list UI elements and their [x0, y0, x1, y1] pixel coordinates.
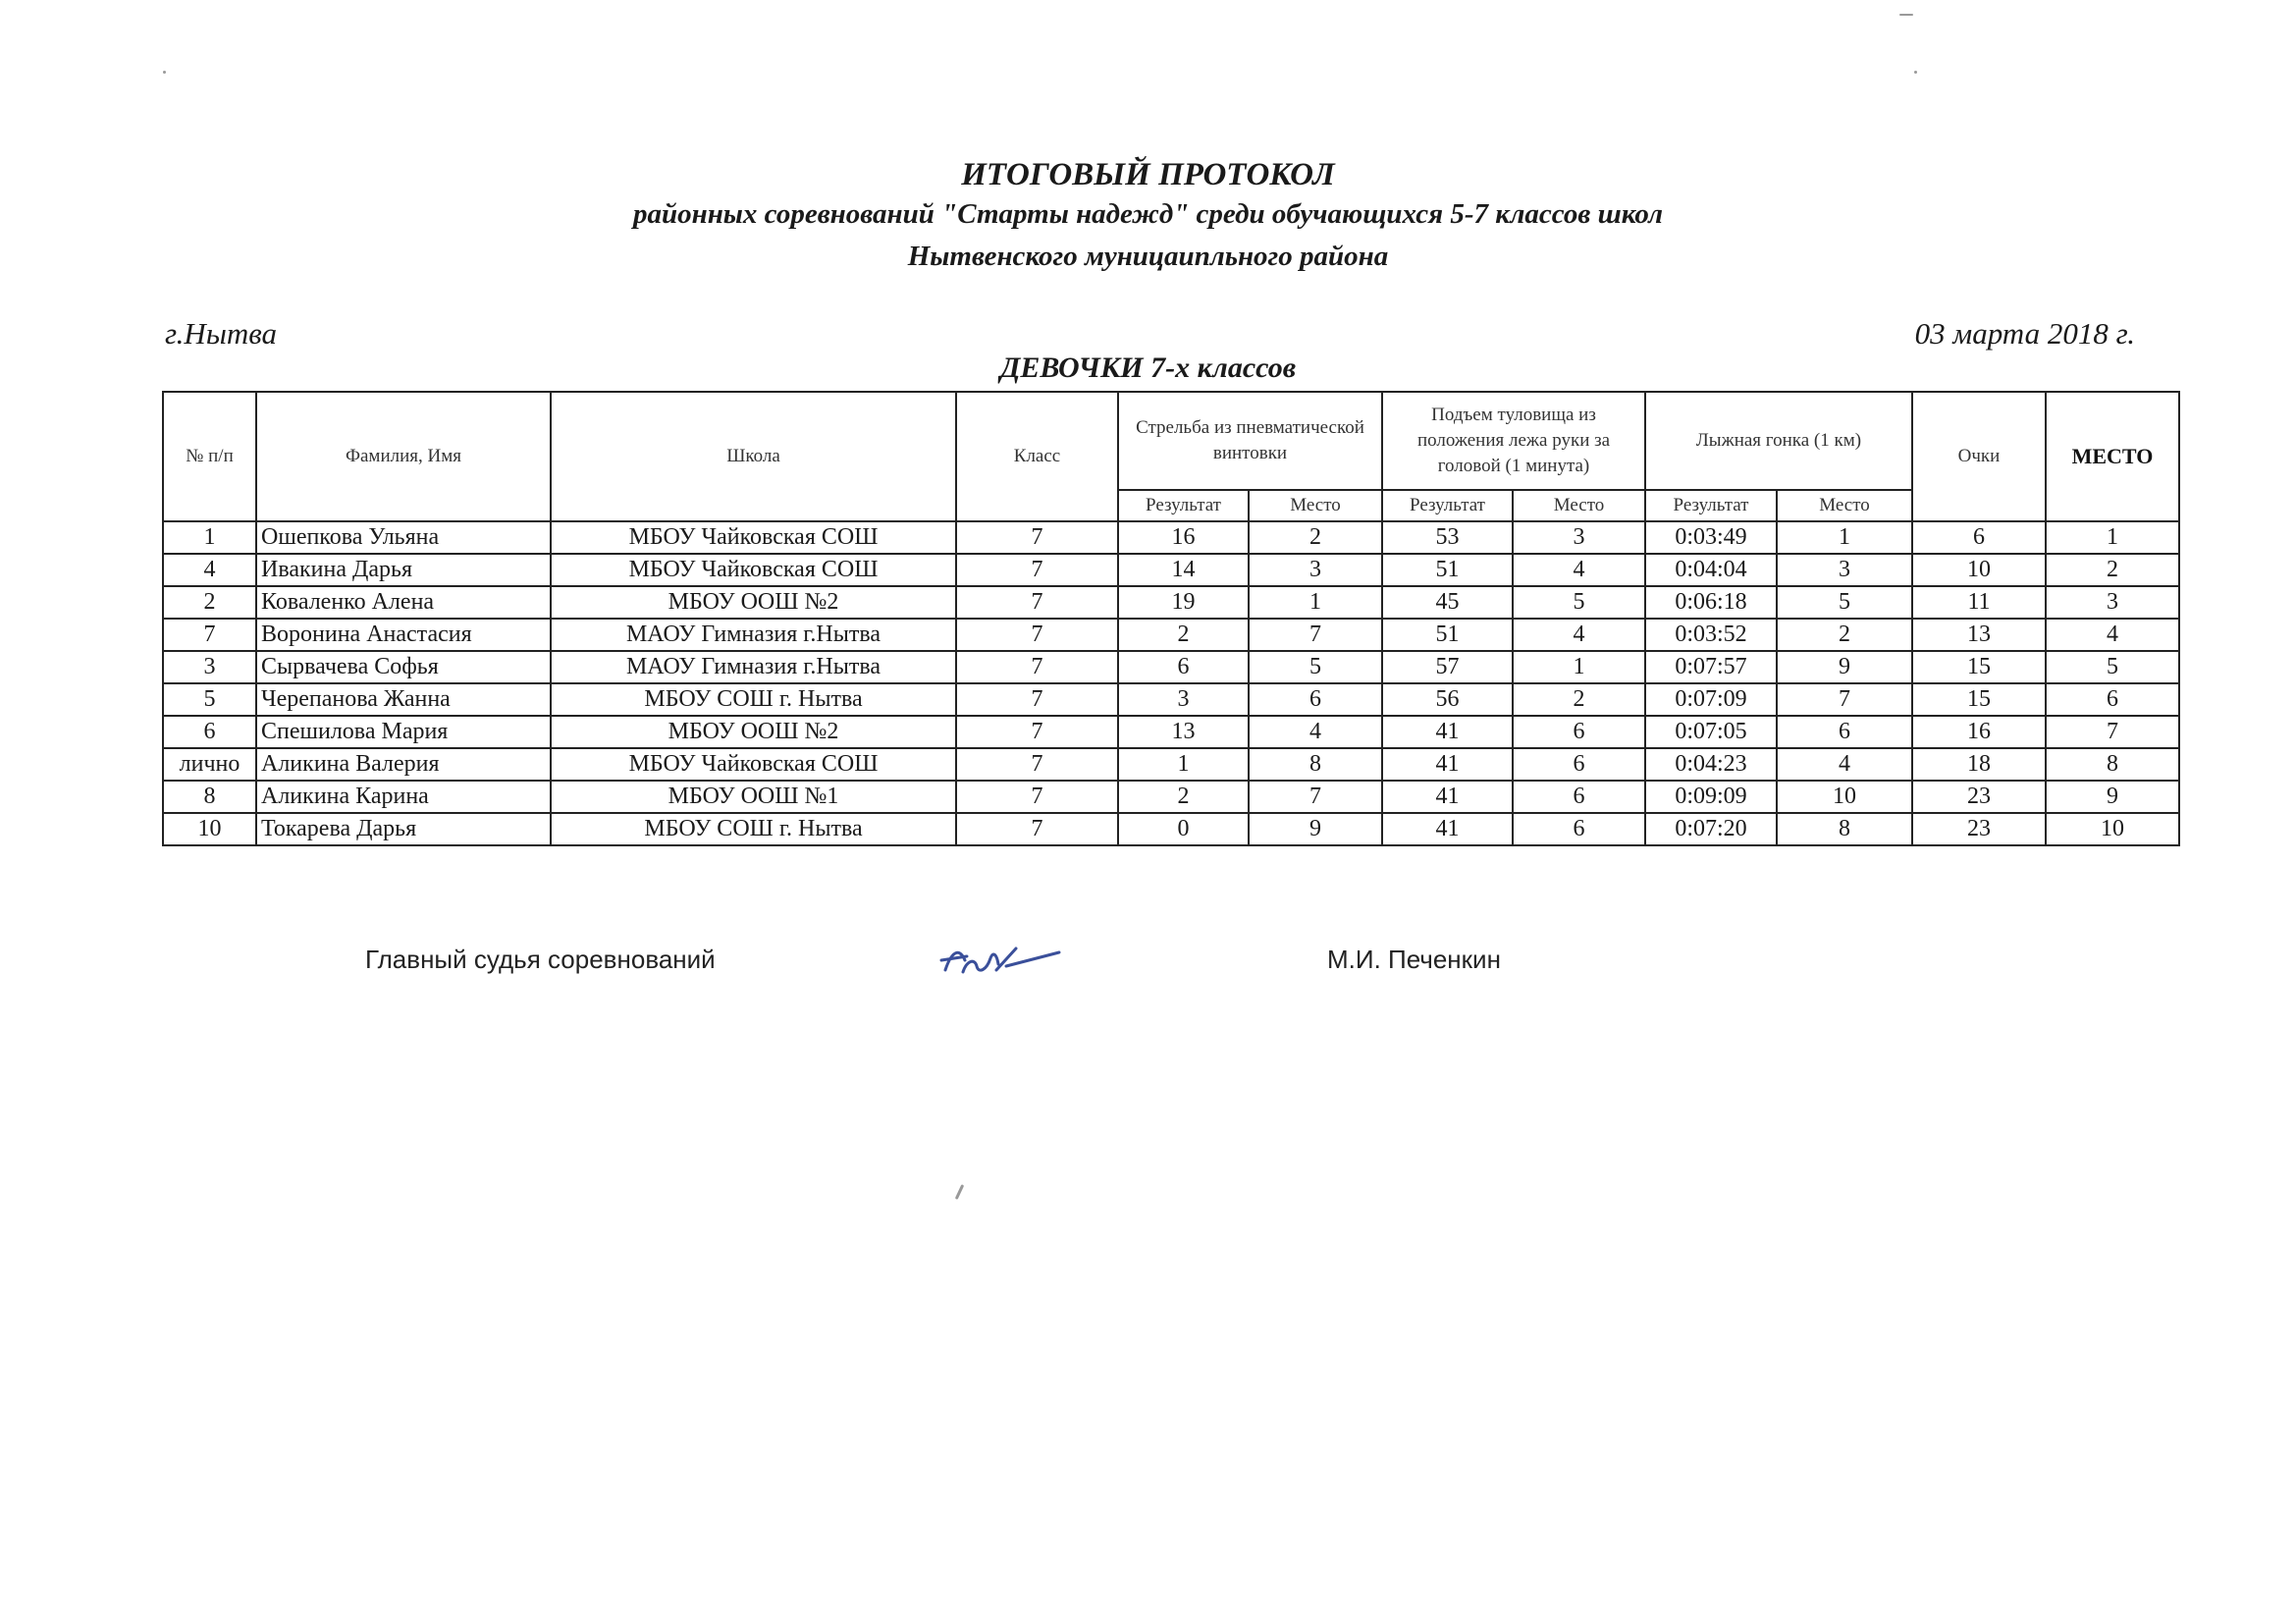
table-row: [163, 683, 2179, 716]
city-label: г.Нытва: [165, 316, 277, 351]
cell-school: МАОУ Гимназия г.Нытва: [551, 619, 956, 651]
date-label: 03 марта 2018 г.: [1914, 316, 2135, 351]
table-row: [163, 716, 2179, 748]
scan-speck: [163, 71, 166, 74]
cell-name: Спешилова Мария: [256, 716, 551, 748]
cell-situps-place: 4: [1513, 554, 1645, 586]
cell-situps-place: 6: [1513, 813, 1645, 845]
cell-ski-result: 0:04:04: [1645, 554, 1777, 586]
cell-points: 10: [1912, 554, 2046, 586]
cell-class: 7: [956, 521, 1118, 554]
cell-ski-place: 3: [1777, 554, 1912, 586]
cell-ski-place: 9: [1777, 651, 1912, 683]
cell-school: МБОУ Чайковская СОШ: [551, 521, 956, 554]
cell-situps-result: 53: [1382, 521, 1513, 554]
cell-ski-result: 0:06:18: [1645, 586, 1777, 619]
cell-shoot-place: 2: [1249, 521, 1382, 554]
cell-ski-place: 8: [1777, 813, 1912, 845]
cell-situps-result: 45: [1382, 586, 1513, 619]
cell-shoot-result: 2: [1118, 619, 1249, 651]
scan-speck: [955, 1184, 964, 1200]
cell-school: МБОУ ООШ №1: [551, 781, 956, 813]
scan-speck: [1899, 14, 1913, 16]
table-header-row: [163, 392, 2179, 490]
subheader-ski-place: Место: [1777, 490, 1912, 521]
table-row: [163, 619, 2179, 651]
cell-situps-result: 56: [1382, 683, 1513, 716]
chief-judge-label: Главный судья соревнований: [365, 945, 716, 974]
cell-situps-result: 41: [1382, 781, 1513, 813]
cell-ski-place: 6: [1777, 716, 1912, 748]
cell-place: 4: [2046, 619, 2179, 651]
cell-situps-result: 41: [1382, 716, 1513, 748]
header-place: МЕСТО: [2046, 392, 2179, 521]
cell-name: Аликина Карина: [256, 781, 551, 813]
header-school: Школа: [551, 392, 956, 521]
cell-num: 10: [163, 813, 256, 845]
cell-name: Аликина Валерия: [256, 748, 551, 781]
subheader-shooting-result: Результат: [1118, 490, 1249, 521]
cell-shoot-result: 6: [1118, 651, 1249, 683]
cell-place: 7: [2046, 716, 2179, 748]
subheader-situps-place: Место: [1513, 490, 1645, 521]
table-row: [163, 748, 2179, 781]
cell-shoot-place: 8: [1249, 748, 1382, 781]
cell-school: МБОУ СОШ г. Нытва: [551, 683, 956, 716]
document-subtitle-line2: Нытвенского муницаипльного района: [907, 241, 1389, 272]
table-row: [163, 586, 2179, 619]
cell-ski-place: 7: [1777, 683, 1912, 716]
header-num: № п/п: [163, 392, 256, 521]
cell-situps-place: 6: [1513, 716, 1645, 748]
cell-situps-place: 3: [1513, 521, 1645, 554]
cell-place: 8: [2046, 748, 2179, 781]
cell-class: 7: [956, 683, 1118, 716]
header-situps: Подъем туловища из положения лежа руки за головой (1 минута): [1382, 392, 1645, 490]
cell-ski-result: 0:03:52: [1645, 619, 1777, 651]
document-title: ИТОГОВЫЙ ПРОТОКОЛ: [961, 157, 1335, 192]
results-table: [162, 391, 2180, 846]
cell-class: 7: [956, 651, 1118, 683]
cell-place: 1: [2046, 521, 2179, 554]
signature-mark: [937, 931, 1065, 990]
cell-num: 5: [163, 683, 256, 716]
table-row: [163, 651, 2179, 683]
cell-situps-place: 1: [1513, 651, 1645, 683]
cell-shoot-place: 9: [1249, 813, 1382, 845]
cell-school: МБОУ Чайковская СОШ: [551, 748, 956, 781]
cell-ski-result: 0:07:57: [1645, 651, 1777, 683]
cell-situps-place: 6: [1513, 748, 1645, 781]
cell-school: МАОУ Гимназия г.Нытва: [551, 651, 956, 683]
group-title: ДЕВОЧКИ 7-х классов: [999, 352, 1297, 384]
cell-points: 23: [1912, 813, 2046, 845]
cell-num: 2: [163, 586, 256, 619]
cell-ski-place: 1: [1777, 521, 1912, 554]
cell-num: 3: [163, 651, 256, 683]
cell-name: Воронина Анастасия: [256, 619, 551, 651]
cell-place: 9: [2046, 781, 2179, 813]
header-name: Фамилия, Имя: [256, 392, 551, 521]
table-row: [163, 554, 2179, 586]
cell-shoot-result: 3: [1118, 683, 1249, 716]
cell-name: Сырвачева Софья: [256, 651, 551, 683]
table-row: [163, 813, 2179, 845]
cell-points: 6: [1912, 521, 2046, 554]
cell-ski-result: 0:04:23: [1645, 748, 1777, 781]
header-ski: Лыжная гонка (1 км): [1645, 392, 1912, 490]
cell-shoot-result: 0: [1118, 813, 1249, 845]
cell-shoot-place: 3: [1249, 554, 1382, 586]
cell-ski-place: 4: [1777, 748, 1912, 781]
cell-situps-place: 2: [1513, 683, 1645, 716]
cell-class: 7: [956, 586, 1118, 619]
cell-shoot-place: 4: [1249, 716, 1382, 748]
subheader-situps-result: Результат: [1382, 490, 1513, 521]
cell-num: 7: [163, 619, 256, 651]
cell-shoot-place: 1: [1249, 586, 1382, 619]
cell-situps-result: 51: [1382, 554, 1513, 586]
cell-school: МБОУ ООШ №2: [551, 586, 956, 619]
cell-name: Токарева Дарья: [256, 813, 551, 845]
cell-class: 7: [956, 748, 1118, 781]
cell-shoot-result: 14: [1118, 554, 1249, 586]
cell-situps-result: 41: [1382, 813, 1513, 845]
cell-ski-result: 0:07:05: [1645, 716, 1777, 748]
cell-ski-place: 5: [1777, 586, 1912, 619]
header-points: Очки: [1912, 392, 2046, 521]
cell-points: 16: [1912, 716, 2046, 748]
cell-shoot-place: 7: [1249, 619, 1382, 651]
cell-name: Ивакина Дарья: [256, 554, 551, 586]
cell-situps-place: 4: [1513, 619, 1645, 651]
cell-class: 7: [956, 716, 1118, 748]
cell-class: 7: [956, 813, 1118, 845]
cell-points: 18: [1912, 748, 2046, 781]
cell-situps-result: 51: [1382, 619, 1513, 651]
cell-points: 11: [1912, 586, 2046, 619]
cell-situps-result: 41: [1382, 748, 1513, 781]
cell-place: 2: [2046, 554, 2179, 586]
cell-class: 7: [956, 554, 1118, 586]
cell-ski-result: 0:03:49: [1645, 521, 1777, 554]
cell-school: МБОУ СОШ г. Нытва: [551, 813, 956, 845]
cell-class: 7: [956, 619, 1118, 651]
cell-points: 15: [1912, 683, 2046, 716]
scan-speck: [1914, 71, 1917, 74]
cell-num: 4: [163, 554, 256, 586]
cell-ski-result: 0:07:09: [1645, 683, 1777, 716]
table-row: [163, 781, 2179, 813]
cell-num: 6: [163, 716, 256, 748]
cell-place: 5: [2046, 651, 2179, 683]
cell-num: лично: [163, 748, 256, 781]
cell-points: 13: [1912, 619, 2046, 651]
cell-shoot-result: 19: [1118, 586, 1249, 619]
cell-ski-place: 10: [1777, 781, 1912, 813]
subheader-shooting-place: Место: [1249, 490, 1382, 521]
cell-name: Коваленко Алена: [256, 586, 551, 619]
cell-situps-result: 57: [1382, 651, 1513, 683]
cell-points: 15: [1912, 651, 2046, 683]
cell-place: 6: [2046, 683, 2179, 716]
cell-shoot-place: 6: [1249, 683, 1382, 716]
cell-school: МБОУ Чайковская СОШ: [551, 554, 956, 586]
cell-name: Черепанова Жанна: [256, 683, 551, 716]
cell-situps-place: 5: [1513, 586, 1645, 619]
cell-num: 1: [163, 521, 256, 554]
table-row: [163, 521, 2179, 554]
cell-place: 10: [2046, 813, 2179, 845]
cell-place: 3: [2046, 586, 2179, 619]
chief-judge-name: М.И. Печенкин: [1327, 945, 1501, 974]
cell-shoot-place: 5: [1249, 651, 1382, 683]
cell-ski-place: 2: [1777, 619, 1912, 651]
cell-shoot-result: 1: [1118, 748, 1249, 781]
cell-shoot-result: 2: [1118, 781, 1249, 813]
cell-ski-result: 0:09:09: [1645, 781, 1777, 813]
cell-points: 23: [1912, 781, 2046, 813]
cell-shoot-result: 16: [1118, 521, 1249, 554]
cell-class: 7: [956, 781, 1118, 813]
cell-situps-place: 6: [1513, 781, 1645, 813]
header-shooting: Стрельба из пневматической винтовки: [1118, 392, 1382, 490]
cell-num: 8: [163, 781, 256, 813]
cell-shoot-place: 7: [1249, 781, 1382, 813]
header-class: Класс: [956, 392, 1118, 521]
subheader-ski-result: Результат: [1645, 490, 1777, 521]
cell-name: Ошепкова Ульяна: [256, 521, 551, 554]
cell-school: МБОУ ООШ №2: [551, 716, 956, 748]
document-subtitle-line1: районных соревнований "Старты надежд" среди обучающихся 5-7 классов школ: [632, 198, 1664, 230]
cell-ski-result: 0:07:20: [1645, 813, 1777, 845]
results-body: [163, 521, 2179, 845]
cell-shoot-result: 13: [1118, 716, 1249, 748]
